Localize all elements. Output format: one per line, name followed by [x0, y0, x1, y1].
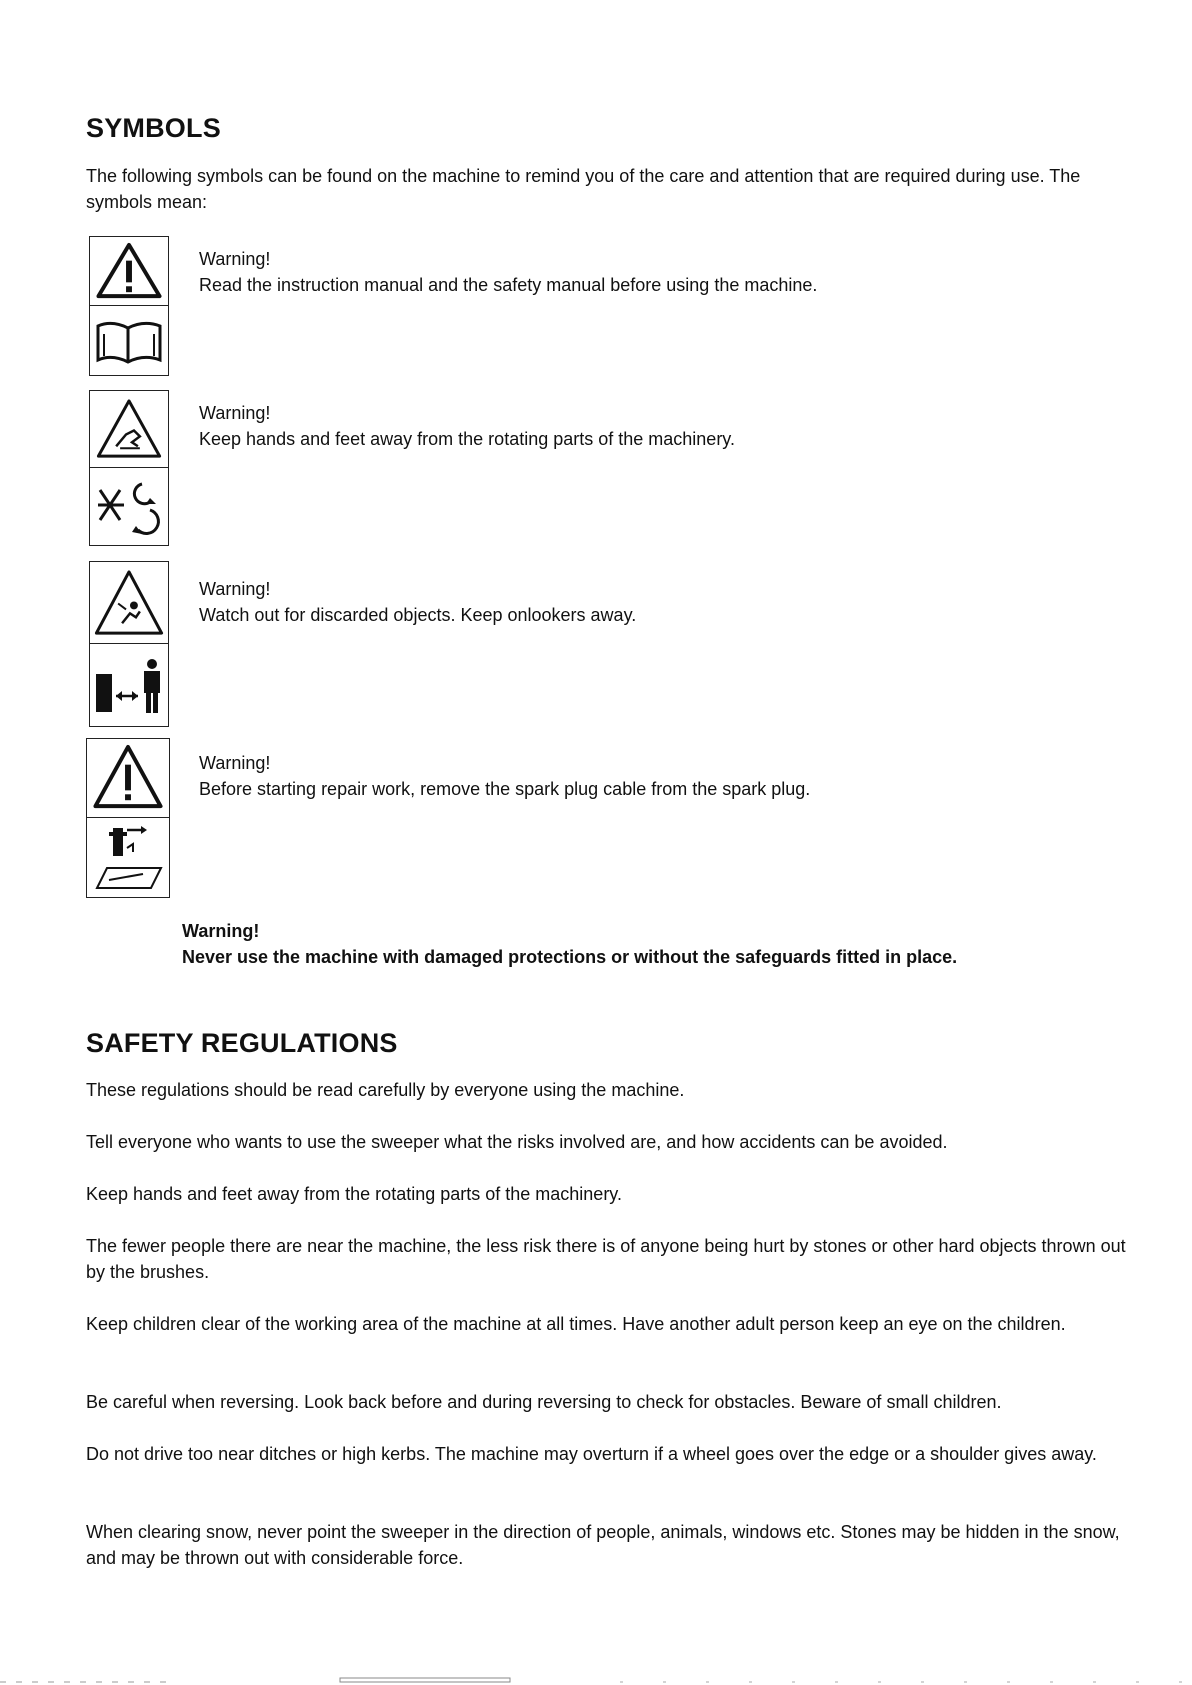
symbol-1-title: Warning! — [199, 249, 271, 269]
symbols-intro: The following symbols can be found on the machine to remind you of the care and attention that are required during use. The symbols mean: — [86, 166, 1081, 212]
symbol-3-text: Watch out for discarded objects. Keep onlookers away. — [199, 605, 637, 625]
final-warning-title: Warning! — [182, 921, 260, 941]
safety-heading: SAFETY REGULATIONS — [86, 1028, 398, 1058]
page-bottom-artifact — [0, 1676, 1192, 1685]
symbol-entry-2 — [86, 390, 1126, 550]
safety-paragraph: Keep children clear of the working area of the machine at all times. Have another adult person keep an eye on the children. — [86, 1314, 1066, 1334]
symbol-4-box — [86, 738, 170, 898]
open-book-icon — [90, 306, 168, 375]
safety-paragraph: Tell everyone who wants to use the sweeper what the risks involved are, and how accidents can be avoided. — [86, 1132, 948, 1152]
symbol-3-box — [89, 561, 169, 727]
warning-triangle-icon — [90, 237, 168, 306]
symbol-1-box — [89, 236, 169, 376]
rotating-parts-icon — [90, 468, 168, 545]
symbol-3-title: Warning! — [199, 579, 271, 599]
thrown-objects-triangle-icon — [90, 562, 168, 644]
final-warning-text: Never use the machine with damaged protections or without the safeguards fitted in place. — [182, 947, 958, 967]
symbol-1-text: Read the instruction manual and the safety manual before using the machine. — [199, 275, 818, 295]
safety-paragraph: These regulations should be read carefully by everyone using the machine. — [86, 1080, 685, 1100]
symbol-entry-3 — [86, 561, 1126, 731]
safety-paragraph: Keep hands and feet away from the rotating parts of the machinery. — [86, 1184, 622, 1204]
warning-triangle-icon — [87, 739, 169, 818]
symbol-entry-4 — [86, 738, 1126, 900]
safety-paragraph: The fewer people there are near the machine, the less risk there is of anyone being hurt by stones or other hard objects thrown out by the brushes. — [86, 1236, 1126, 1282]
symbol-entry-1 — [86, 236, 1126, 378]
hand-injury-triangle-icon — [90, 391, 168, 468]
spark-plug-manual-icon — [87, 818, 169, 897]
symbol-4-title: Warning! — [199, 753, 271, 773]
symbol-4-text: Before starting repair work, remove the spark plug cable from the spark plug. — [199, 779, 811, 799]
keep-distance-icon — [90, 644, 168, 726]
safety-paragraph: When clearing snow, never point the sweeper in the direction of people, animals, windows etc. Stones may be hidden in the snow, and may be thrown out with considerable force. — [86, 1522, 1120, 1568]
safety-paragraph: Do not drive too near ditches or high kerbs. The machine may overturn if a wheel goes over the edge or a shoulder gives away. — [86, 1444, 1097, 1464]
symbol-2-text: Keep hands and feet away from the rotating parts of the machinery. — [199, 429, 735, 449]
symbol-2-title: Warning! — [199, 403, 271, 423]
safety-paragraph: Be careful when reversing. Look back before and during reversing to check for obstacles. Beware of small children. — [86, 1392, 1002, 1412]
symbols-heading: SYMBOLS — [86, 113, 221, 143]
symbol-2-box — [89, 390, 169, 546]
